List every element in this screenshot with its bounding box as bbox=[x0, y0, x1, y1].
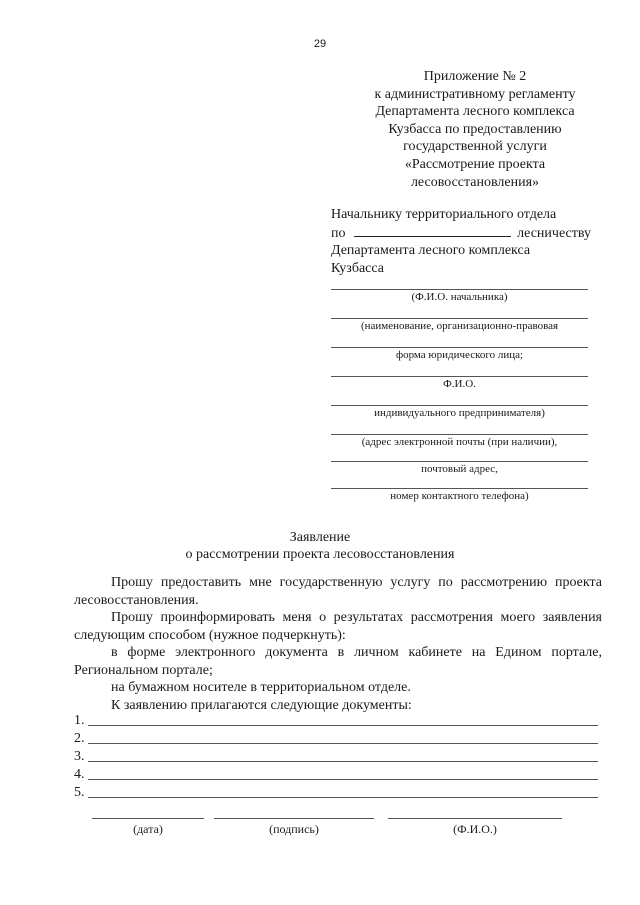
field-caption: (Ф.И.О. начальника) bbox=[411, 291, 508, 303]
forestry-prefix: по bbox=[331, 225, 346, 241]
addressee-line: Кузбасса bbox=[331, 260, 384, 276]
paragraph: К заявлению прилагаются следующие документы: bbox=[111, 697, 412, 713]
attachment-line[interactable] bbox=[88, 761, 598, 762]
date-line[interactable] bbox=[92, 818, 204, 819]
attachment-number: 3. bbox=[74, 749, 85, 764]
attachment-line[interactable] bbox=[88, 797, 598, 798]
appendix-line: «Рассмотрение проекта bbox=[404, 156, 546, 172]
field-caption: (адрес электронной почты (при наличии), bbox=[361, 436, 558, 448]
forestry-suffix: лесничеству bbox=[517, 225, 591, 241]
paragraph: Прошу проинформировать меня о результатах рассмотрения моего заявления следующим способом (нужное подчеркнуть): bbox=[74, 610, 602, 643]
forestry-line bbox=[331, 224, 591, 243]
field-line[interactable] bbox=[331, 461, 588, 462]
appendix-line: Приложение № 2 bbox=[423, 69, 527, 84]
attachment-number: 5. bbox=[74, 785, 85, 800]
attachment-line[interactable] bbox=[88, 779, 598, 780]
document-subtitle: о рассмотрении проекта лесовосстановления bbox=[185, 547, 455, 562]
attachment-number: 1. bbox=[74, 713, 85, 728]
field-line[interactable] bbox=[331, 434, 588, 435]
page-number: 29 bbox=[313, 38, 327, 50]
attachment-row bbox=[74, 784, 598, 801]
name-line[interactable] bbox=[388, 818, 562, 819]
attachment-line[interactable] bbox=[88, 725, 598, 726]
appendix-header bbox=[340, 68, 610, 191]
addressee-line: Начальнику территориального отдела bbox=[331, 207, 557, 222]
signature-caption: (подпись) bbox=[269, 822, 319, 836]
field-line[interactable] bbox=[331, 488, 588, 489]
paragraph: Прошу предоставить мне государственную услугу по рассмотрению проекта лесовосстановления. bbox=[74, 575, 602, 608]
attachment-number: 4. bbox=[74, 767, 85, 782]
field-caption: почтовый адрес, bbox=[421, 463, 498, 475]
delivery-option-electronic[interactable]: в форме электронного документа в личном кабинете на Едином портале, Региональном портале; bbox=[74, 645, 602, 678]
attachment-row bbox=[74, 730, 598, 747]
field-caption: номер контактного телефона) bbox=[390, 490, 529, 502]
application-body bbox=[74, 574, 602, 714]
appendix-line: к административному регламенту bbox=[374, 86, 576, 102]
attachment-line[interactable] bbox=[88, 743, 598, 744]
name-caption: (Ф.И.О.) bbox=[453, 822, 497, 836]
attachment-number: 2. bbox=[74, 731, 85, 746]
field-line[interactable] bbox=[331, 376, 588, 377]
field-caption: (наименование, организационно-правовая bbox=[360, 320, 559, 332]
addressee-line: Департамента лесного комплекса bbox=[331, 243, 531, 259]
attachment-row bbox=[74, 766, 598, 783]
field-caption: Ф.И.О. bbox=[443, 378, 476, 390]
forestry-blank[interactable] bbox=[354, 224, 512, 237]
field-caption: форма юридического лица; bbox=[395, 349, 524, 361]
appendix-line: Кузбасса по предоставлению bbox=[388, 121, 562, 137]
field-line[interactable] bbox=[331, 318, 588, 319]
field-caption: индивидуального предпринимателя) bbox=[374, 407, 545, 419]
delivery-option-paper[interactable]: на бумажном носителе в территориальном отделе. bbox=[111, 680, 411, 695]
signature-line[interactable] bbox=[214, 818, 374, 819]
attachment-row bbox=[74, 748, 598, 765]
field-line[interactable] bbox=[331, 405, 588, 406]
date-caption: (дата) bbox=[133, 822, 163, 836]
field-line[interactable] bbox=[331, 289, 588, 290]
field-line[interactable] bbox=[331, 347, 588, 348]
document-title: Заявление bbox=[289, 530, 351, 545]
appendix-line: лесовосстановления» bbox=[410, 174, 540, 190]
attachment-row bbox=[74, 712, 598, 729]
appendix-line: Департамента лесного комплекса bbox=[375, 104, 575, 120]
addressee-block bbox=[331, 206, 591, 277]
appendix-line: государственной услуги bbox=[403, 139, 547, 155]
